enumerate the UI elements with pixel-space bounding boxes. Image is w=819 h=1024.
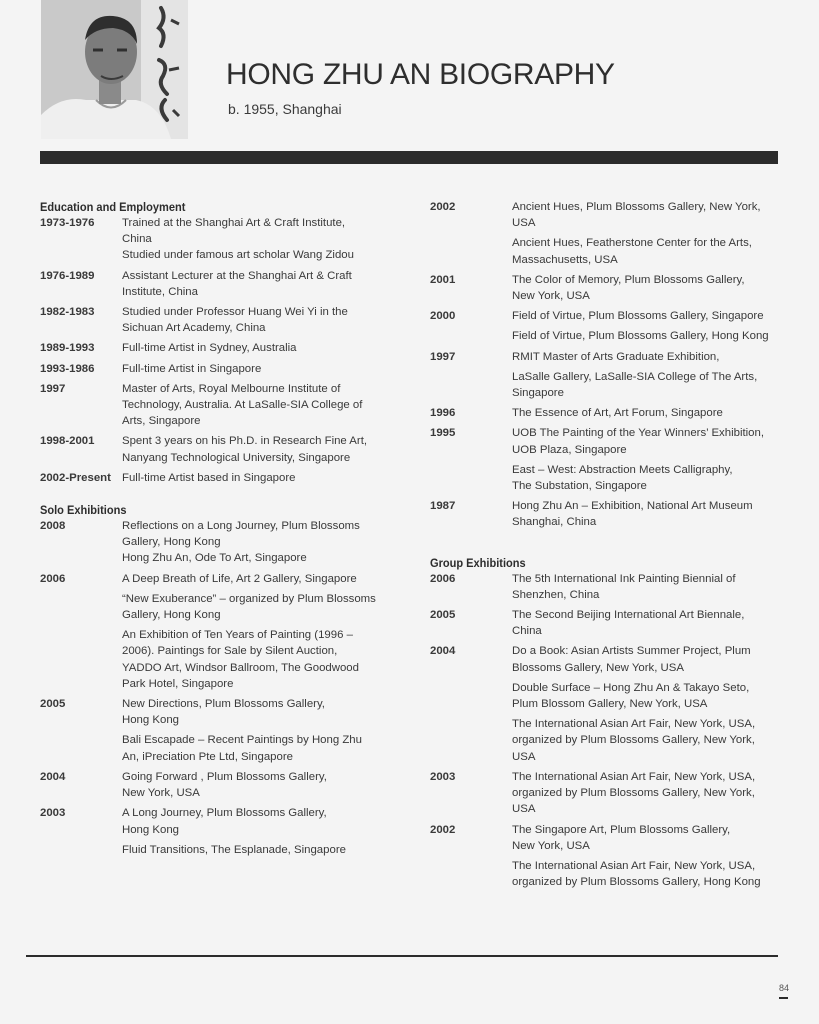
entry-description (512, 199, 780, 268)
section-heading-group: Group Exhibitions (430, 555, 526, 570)
header-divider-bar (40, 151, 778, 164)
entry-line: Shanghai, China (512, 516, 597, 529)
entry-line: The Color of Memory, Plum Blossoms Gallery, (512, 273, 745, 286)
entry-line: New York, USA (512, 839, 590, 852)
entry-line: Hong Zhu An – Exhibition, National Art Museum (512, 500, 753, 513)
entry-line: USA (512, 217, 536, 230)
entry-item (122, 769, 400, 801)
entry-item (512, 369, 780, 401)
page-number-dash (779, 997, 788, 999)
entry-item (512, 822, 780, 854)
entry-item (512, 462, 780, 494)
entry-description (512, 643, 780, 764)
entry-row (40, 340, 400, 356)
entry-year: 1989-1993 (40, 342, 95, 355)
entry-year: 1993-1986 (40, 362, 95, 375)
entry-line: Park Hotel, Singapore (122, 677, 234, 690)
entry-description (122, 571, 400, 692)
entry-description (122, 470, 400, 486)
entry-line: An, iPreciation Pte Ltd, Singapore (122, 750, 293, 763)
entry-line: Field of Virtue, Plum Blossoms Gallery, Singapore (512, 310, 764, 323)
entry-item (122, 215, 400, 264)
entry-row (40, 696, 400, 765)
entry-item (122, 268, 400, 300)
entry-item (512, 235, 780, 267)
entry-line: New York, USA (122, 787, 200, 800)
entry-description (122, 805, 400, 858)
entry-row (40, 268, 400, 300)
entry-description (122, 769, 400, 801)
entry-line: Hong Zhu An, Ode To Art, Singapore (122, 552, 307, 565)
entry-line: RMIT Master of Arts Graduate Exhibition, (512, 350, 720, 363)
footer-divider (26, 955, 778, 957)
entry-row (430, 405, 780, 421)
entry-row (40, 215, 400, 264)
entry-line: Field of Virtue, Plum Blossoms Gallery, Hong Kong (512, 330, 769, 343)
entry-description (122, 361, 400, 377)
entry-item (122, 591, 400, 623)
entry-line: The International Asian Art Fair, New York, USA, (512, 859, 756, 872)
entry-line: Hong Kong (122, 714, 179, 727)
entry-year: 1997 (40, 382, 66, 395)
entry-line: UOB Plaza, Singapore (512, 443, 627, 456)
entry-description (512, 571, 780, 603)
entry-item (512, 405, 780, 421)
entry-row (430, 607, 780, 639)
entry-row (40, 381, 400, 430)
entry-line: Massachusetts, USA (512, 253, 618, 266)
entry-item (122, 470, 400, 486)
entry-year: 1987 (430, 500, 456, 513)
entry-line: “New Exuberance” – organized by Plum Blossoms (122, 592, 376, 605)
entry-row (430, 643, 780, 764)
entry-line: Studied under famous art scholar Wang Zidou (122, 249, 354, 262)
entry-line: Fluid Transitions, The Esplanade, Singapore (122, 843, 346, 856)
entry-line: The Singapore Art, Plum Blossoms Gallery, (512, 823, 731, 836)
entry-year: 1998-2001 (40, 435, 95, 448)
entry-line: Hong Kong (122, 823, 179, 836)
entry-row (430, 822, 780, 891)
entry-line: Sichuan Art Academy, China (122, 322, 266, 335)
entry-item (512, 858, 780, 890)
entry-description (122, 340, 400, 356)
solo-exhibitions-list-continued (430, 199, 780, 531)
entry-line: Trained at the Shanghai Art & Craft Institute, (122, 217, 346, 229)
entry-line: Blossoms Gallery, New York, USA (512, 661, 684, 674)
entry-description (512, 349, 780, 402)
entry-line: Institute, China (122, 285, 198, 298)
entry-line: Full-time Artist in Singapore (122, 362, 262, 375)
entry-item (122, 732, 400, 764)
entry-item (122, 340, 400, 356)
entry-item (122, 805, 400, 837)
entry-line: A Long Journey, Plum Blossoms Gallery, (122, 807, 327, 820)
entry-item (122, 304, 400, 336)
entry-line: Full-time Artist based in Singapore (122, 471, 296, 484)
entry-row (430, 349, 780, 402)
entry-line: The Essence of Art, Art Forum, Singapore (512, 407, 723, 420)
entry-description (512, 405, 780, 421)
entry-line: Plum Blossom Gallery, New York, USA (512, 698, 708, 711)
entry-line: Do a Book: Asian Artists Summer Project, Plum (512, 645, 751, 658)
entry-item (512, 571, 780, 603)
entry-row (40, 805, 400, 858)
solo-exhibitions-list (40, 518, 400, 858)
entry-item (512, 607, 780, 639)
entry-description (512, 425, 780, 494)
entry-item (512, 425, 780, 457)
entry-line: Gallery, Hong Kong (122, 536, 221, 549)
entry-row (430, 272, 780, 304)
entry-line: UOB The Painting of the Year Winners’ Exhibition, (512, 427, 764, 440)
entry-line: Master of Arts, Royal Melbourne Institute of (122, 382, 341, 395)
entry-item (122, 842, 400, 858)
entry-item (122, 361, 400, 377)
entry-item (512, 349, 780, 365)
entry-year: 2003 (40, 807, 66, 820)
entry-row (40, 361, 400, 377)
entry-line: USA (512, 803, 536, 816)
right-column (430, 199, 780, 894)
entry-line: Arts, Singapore (122, 415, 201, 428)
entry-line: Spent 3 years on his Ph.D. in Research Fine Art, (122, 435, 368, 448)
entry-item (512, 769, 780, 818)
entry-item (122, 518, 400, 567)
page-number: 84 (778, 983, 789, 993)
entry-year: 2005 (430, 609, 456, 622)
entry-row (430, 571, 780, 603)
entry-year: 2002 (430, 823, 456, 836)
entry-line: Full-time Artist in Sydney, Australia (122, 342, 297, 355)
entry-description (122, 268, 400, 300)
entry-row (430, 308, 780, 344)
entry-line: organized by Plum Blossoms Gallery, New York, (512, 734, 755, 747)
entry-row (40, 304, 400, 336)
entry-line: organized by Plum Blossoms Gallery, Hong Kong (512, 876, 761, 889)
entry-line: LaSalle Gallery, LaSalle-SIA College of The Arts, (512, 370, 758, 383)
entry-line: Assistant Lecturer at the Shanghai Art & Craft (122, 269, 352, 282)
entry-line: Reflections on a Long Journey, Plum Blossoms (122, 520, 360, 533)
entry-year: 2002 (430, 201, 456, 213)
entry-line: YADDO Art, Windsor Ballroom, The Goodwood (122, 661, 359, 674)
entry-year: 2001 (430, 273, 456, 286)
entry-description (512, 498, 780, 530)
page-subtitle: b. 1955, Shanghai (228, 101, 342, 117)
artist-portrait-photo (41, 0, 188, 139)
entry-year: 1976-1989 (40, 269, 95, 282)
entry-year: 2004 (430, 645, 456, 658)
entry-line: 2006). Paintings for Sale by Silent Auction, (122, 645, 338, 658)
entry-line: The Second Beijing International Art Biennale, (512, 609, 745, 622)
entry-line: Singapore (512, 387, 564, 400)
entry-description (122, 304, 400, 336)
entry-item (512, 680, 780, 712)
entry-year: 2002-Present (40, 471, 111, 484)
entry-line: China (122, 233, 152, 246)
entry-item (512, 272, 780, 304)
entry-year: 2006 (430, 572, 456, 585)
entry-line: The International Asian Art Fair, New York, USA, (512, 770, 756, 783)
entry-description (512, 769, 780, 818)
entry-item (512, 643, 780, 675)
section-heading-solo: Solo Exhibitions (40, 503, 127, 518)
entry-line: The Substation, Singapore (512, 480, 647, 493)
entry-item (122, 696, 400, 728)
education-list (40, 215, 400, 486)
entry-year: 1995 (430, 427, 456, 440)
entry-description (512, 308, 780, 344)
entry-description (122, 518, 400, 567)
entry-row (40, 518, 400, 567)
group-exhibitions-list (430, 571, 780, 891)
entry-row (430, 199, 780, 268)
entry-item (512, 716, 780, 765)
entry-year: 2004 (40, 770, 66, 783)
entry-description (122, 433, 400, 465)
entry-year: 1996 (430, 407, 456, 420)
page-title: HONG ZHU AN BIOGRAPHY (226, 58, 615, 91)
entry-line: East – West: Abstraction Meets Calligraphy, (512, 463, 733, 476)
entry-line: The International Asian Art Fair, New York, USA, (512, 718, 756, 731)
entry-line: Going Forward , Plum Blossoms Gallery, (122, 770, 327, 783)
entry-line: Technology, Australia. At LaSalle-SIA College of (122, 399, 363, 412)
entry-description (122, 215, 400, 264)
entry-year: 2003 (430, 770, 456, 783)
entry-row (40, 769, 400, 801)
entry-line: New Directions, Plum Blossoms Gallery, (122, 698, 325, 711)
entry-line: Ancient Hues, Plum Blossoms Gallery, New York, (512, 201, 761, 213)
entry-line: New York, USA (512, 290, 590, 303)
entry-item (122, 381, 400, 430)
entry-year: 1982-1983 (40, 306, 95, 319)
entry-line: organized by Plum Blossoms Gallery, New York, (512, 787, 755, 800)
entry-year: 2008 (40, 520, 66, 533)
entry-row (40, 470, 400, 486)
entry-item (512, 498, 780, 530)
entry-line: Bali Escapade – Recent Paintings by Hong Zhu (122, 734, 362, 747)
entry-line: Shenzhen, China (512, 588, 600, 601)
entry-item (512, 199, 780, 231)
entry-item (512, 328, 780, 344)
entry-line: Nanyang Technological University, Singapore (122, 451, 351, 464)
entry-row (430, 498, 780, 530)
entry-item (122, 433, 400, 465)
entry-description (512, 607, 780, 639)
entry-item (512, 308, 780, 324)
entry-year: 1997 (430, 350, 456, 363)
entry-description (122, 696, 400, 765)
entry-row (40, 571, 400, 692)
entry-row (430, 425, 780, 494)
entry-line: Studied under Professor Huang Wei Yi in the (122, 306, 348, 319)
entry-year: 2000 (430, 310, 456, 323)
entry-line: Ancient Hues, Featherstone Center for the Arts, (512, 237, 752, 250)
entry-line: Gallery, Hong Kong (122, 609, 221, 622)
entry-year: 2005 (40, 698, 66, 711)
entry-year: 1973-1976 (40, 217, 95, 229)
entry-line: An Exhibition of Ten Years of Painting (1996 – (122, 629, 353, 642)
entry-line: China (512, 625, 542, 638)
entry-row (430, 769, 780, 818)
section-heading-education: Education and Employment (40, 200, 186, 214)
entry-line: USA (512, 750, 536, 763)
entry-description (512, 822, 780, 891)
entry-item (122, 627, 400, 692)
entry-item (122, 571, 400, 587)
entry-row (40, 433, 400, 465)
entry-line: A Deep Breath of Life, Art 2 Gallery, Singapore (122, 572, 357, 585)
entry-line: Double Surface – Hong Zhu An & Takayo Seto, (512, 681, 750, 694)
entry-line: The 5th International Ink Painting Biennial of (512, 572, 736, 585)
left-column (40, 199, 400, 862)
entry-description (122, 381, 400, 430)
entry-year: 2006 (40, 572, 66, 585)
entry-description (512, 272, 780, 304)
